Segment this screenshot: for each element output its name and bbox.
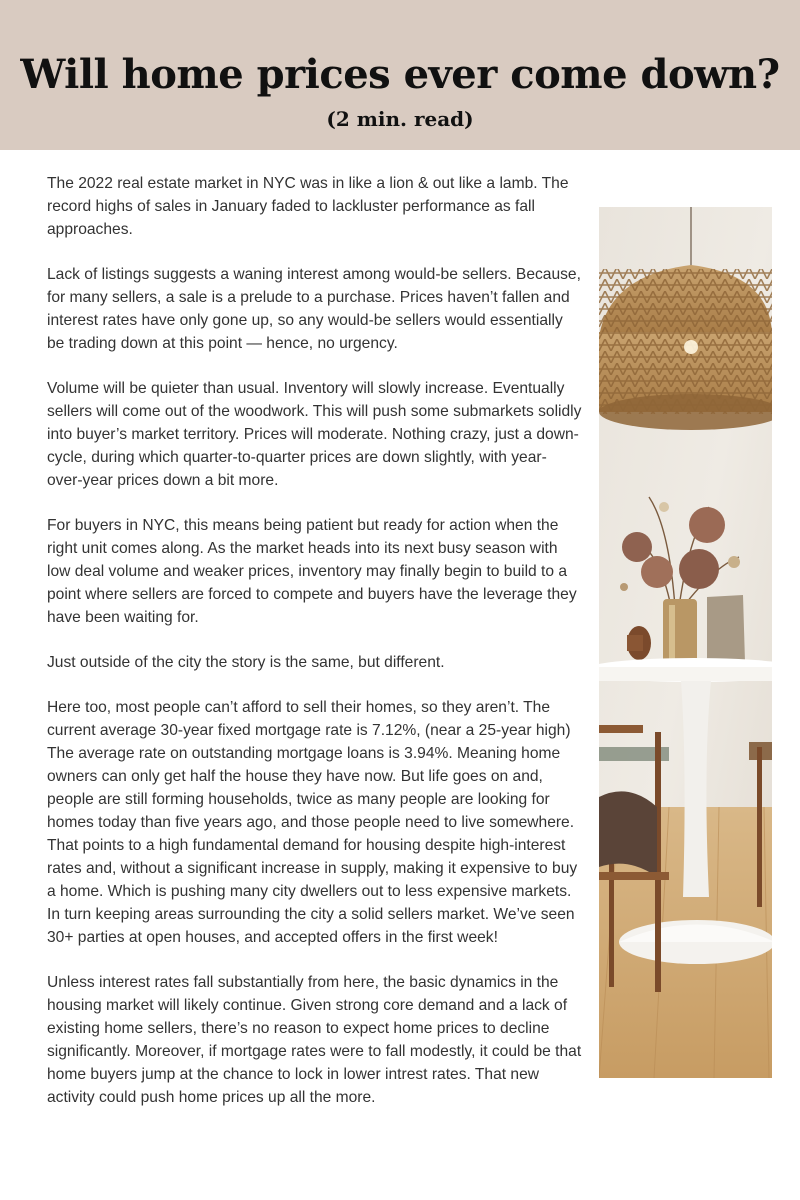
paragraph-2: Lack of listings suggests a waning interest among would-be sellers. Because, for many sellers, a sale is a prelude to a purchase. Prices haven’t fallen and interest rates have only gone up, so any would-be sellers would essentially be trading down at this point — hence, no urgency. <box>47 266 581 352</box>
paragraph-5: Just outside of the city the story is the same, but different. <box>47 654 445 671</box>
header-banner <box>0 0 800 150</box>
ceramic-pitcher <box>707 595 745 667</box>
paragraph-6: Here too, most people can’t afford to sell their homes, so they aren’t. The current average 30-year fixed mortgage rate is 7.12%, (near a 25-year high) The average rate on outstanding mortgage loans is 3.94%. Meaning home owners can only get half the house they have now. But life goes on and, people are still forming households, twice as many people are looking for homes today than five years ago, and those people need to live somewhere. That points to a high fundamental demand for housing despite high-interest rates and, without a significant increase in supply, making it expensive to buy a home. Which is pushing many city dwellers out to less expensive markets. In turn keeping areas surrounding the city a solid sellers market. We’ve seen 30+ parties at open houses, and accepted offers in the first week! <box>47 699 578 946</box>
article-body <box>47 172 582 1131</box>
interior-photo-illustration <box>599 207 772 1078</box>
paragraph-1: The 2022 real estate market in NYC was in like a lion & out like a lamb. The record highs of sales in January faded to lackluster performance as fall approaches. <box>47 175 569 238</box>
lamp-weave <box>599 269 772 414</box>
knit-throw <box>599 791 657 877</box>
interior-photo <box>599 207 772 1078</box>
paragraph-7: Unless interest rates fall substantially from here, the basic dynamics in the housing market will likely continue. Given strong core demand and a lack of existing home sellers, there’s no reason to expect home prices to decline significantly. Moreover, if mortgage rates were to fall modestly, it could be that home buyers jump at the chance to lock in lower intrest rates. That new activity could push home prices up all the more. <box>47 974 582 1106</box>
page-title: Will home prices ever come down? <box>20 51 780 98</box>
paragraph-3: Volume will be quieter than usual. Inventory will slowly increase. Eventually sellers will come out of the woodwork. This will push some submarkets solidly into buyer’s market territory. Prices will moderate. Nothing crazy, just a down-cycle, during which quarter-to-quarter prices are down slightly, with year-over-year prices down a bit more. <box>47 380 582 489</box>
lamp-bulb <box>684 340 698 354</box>
read-time-subtitle: (2 min. read) <box>326 107 474 131</box>
paragraph-4: For buyers in NYC, this means being patient but ready for action when the right unit comes along. As the market heads into its next busy season with low deal volume and weaker prices, inventory may finally begin to build to a point where sellers are forced to compete and buyers have the leverage they have been waiting for. <box>47 517 577 626</box>
